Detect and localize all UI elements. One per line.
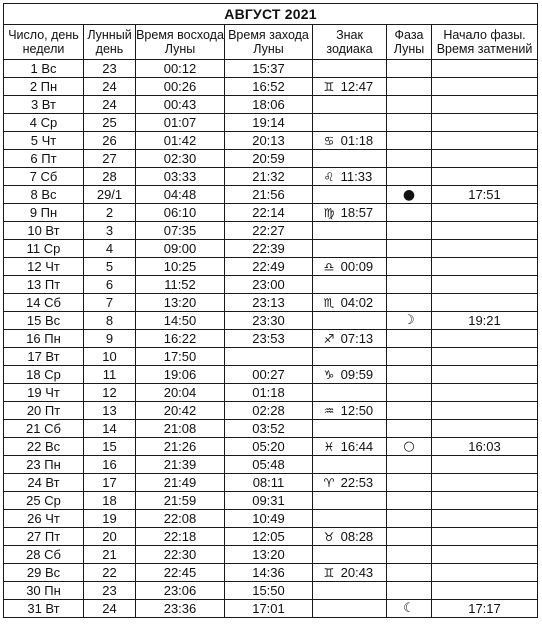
phase-time-cell: [432, 222, 538, 240]
zodiac-sign-icon: ♉: [323, 529, 335, 544]
moonset-cell: 15:50: [225, 582, 313, 600]
table-row: [4, 582, 538, 600]
zodiac-cell: [313, 402, 387, 420]
zodiac-time: 16:44: [340, 438, 374, 454]
moonset-cell: 00:27: [225, 366, 313, 384]
phase-time-cell: [432, 384, 538, 402]
table-row: [4, 294, 538, 312]
date-cell: 6 Пт: [4, 150, 84, 168]
table-row: [4, 438, 538, 456]
phase-cell: [387, 456, 432, 474]
phase-time-cell: 17:17: [432, 600, 538, 618]
zodiac-cell: [313, 96, 387, 114]
lunar-day-cell: 8: [84, 312, 136, 330]
date-cell: 9 Пн: [4, 204, 84, 222]
phase-cell: [387, 78, 432, 96]
phase-cell: [387, 168, 432, 186]
date-cell: 29 Вс: [4, 564, 84, 582]
moon-phase-icon: ○: [403, 439, 415, 454]
moonset-cell: 23:30: [225, 312, 313, 330]
moonset-cell: 23:53: [225, 330, 313, 348]
moon-calendar-table: [3, 3, 538, 618]
lunar-day-cell: 11: [84, 366, 136, 384]
lunar-day-cell: 7: [84, 294, 136, 312]
phase-cell: [387, 546, 432, 564]
phase-cell: [387, 294, 432, 312]
zodiac-cell: [313, 312, 387, 330]
moonset-cell: 20:59: [225, 150, 313, 168]
phase-time-cell: [432, 150, 538, 168]
zodiac-cell: [313, 240, 387, 258]
zodiac-cell: [313, 582, 387, 600]
table-row: [4, 546, 538, 564]
moonrise-cell: 22:30: [136, 546, 225, 564]
zodiac-sign-icon: ♍: [323, 205, 335, 220]
phase-time-cell: [432, 546, 538, 564]
zodiac-cell: [313, 258, 387, 276]
phase-time-cell: [432, 294, 538, 312]
moonrise-cell: 09:00: [136, 240, 225, 258]
table-row: [4, 222, 538, 240]
zodiac-sign-icon: ♓: [323, 439, 335, 454]
moonset-cell: 05:20: [225, 438, 313, 456]
moonrise-cell: 17:50: [136, 348, 225, 366]
lunar-day-cell: 2: [84, 204, 136, 222]
date-cell: 28 Сб: [4, 546, 84, 564]
moonrise-cell: 22:08: [136, 510, 225, 528]
date-cell: 24 Вт: [4, 474, 84, 492]
lunar-day-cell: 14: [84, 420, 136, 438]
phase-cell: [387, 366, 432, 384]
zodiac-cell: [313, 366, 387, 384]
moonset-cell: 21:32: [225, 168, 313, 186]
phase-time-cell: [432, 402, 538, 420]
date-cell: 26 Чт: [4, 510, 84, 528]
phase-time-cell: 19:21: [432, 312, 538, 330]
phase-time-cell: [432, 78, 538, 96]
phase-cell: [387, 564, 432, 582]
moonset-cell: 01:18: [225, 384, 313, 402]
table-row: [4, 132, 538, 150]
zodiac-time: 22:53: [340, 474, 374, 490]
moonrise-cell: 13:20: [136, 294, 225, 312]
moonrise-cell: 11:52: [136, 276, 225, 294]
table-row: [4, 510, 538, 528]
table-row: [4, 402, 538, 420]
moonrise-cell: 16:22: [136, 330, 225, 348]
moonrise-cell: 01:42: [136, 132, 225, 150]
moonset-cell: 22:14: [225, 204, 313, 222]
zodiac-sign-icon: ♐: [323, 331, 335, 346]
moonset-cell: 05:48: [225, 456, 313, 474]
lunar-day-cell: 10: [84, 348, 136, 366]
moonset-cell: 21:56: [225, 186, 313, 204]
zodiac-time: 11:33: [340, 168, 373, 184]
lunar-day-cell: 26: [84, 132, 136, 150]
zodiac-cell: [313, 294, 387, 312]
zodiac-time: 01:18: [340, 132, 374, 148]
zodiac-cell: [313, 168, 387, 186]
zodiac-cell: [313, 510, 387, 528]
zodiac-cell: [313, 204, 387, 222]
table-row: [4, 600, 538, 618]
lunar-day-cell: 16: [84, 456, 136, 474]
zodiac-cell: [313, 114, 387, 132]
moonrise-cell: 07:35: [136, 222, 225, 240]
phase-time-cell: [432, 582, 538, 600]
moonrise-cell: 02:30: [136, 150, 225, 168]
table-row: [4, 474, 538, 492]
phase-cell: [387, 60, 432, 78]
phase-time-cell: [432, 60, 538, 78]
zodiac-cell: [313, 384, 387, 402]
moonset-cell: 22:27: [225, 222, 313, 240]
phase-cell: [387, 420, 432, 438]
table-row: [4, 240, 538, 258]
calendar-title: АВГУСТ 2021: [4, 4, 538, 25]
zodiac-cell: [313, 150, 387, 168]
phase-cell: [387, 492, 432, 510]
table-row: [4, 96, 538, 114]
table-row: [4, 330, 538, 348]
moonset-cell: 02:28: [225, 402, 313, 420]
zodiac-sign-icon: ♊: [323, 79, 335, 94]
moonrise-cell: 23:36: [136, 600, 225, 618]
zodiac-sign-icon: ♏: [323, 295, 335, 310]
phase-cell: [387, 204, 432, 222]
table-row: [4, 492, 538, 510]
moonset-cell: 14:36: [225, 564, 313, 582]
date-cell: 18 Ср: [4, 366, 84, 384]
calendar-body: [4, 60, 538, 618]
date-cell: 10 Вт: [4, 222, 84, 240]
zodiac-sign-icon: ♌: [323, 169, 335, 184]
moonrise-cell: 21:49: [136, 474, 225, 492]
zodiac-time: 08:28: [340, 528, 374, 544]
lunar-day-cell: 28: [84, 168, 136, 186]
phase-cell: [387, 330, 432, 348]
phase-time-cell: 16:03: [432, 438, 538, 456]
date-cell: 23 Пн: [4, 456, 84, 474]
phase-cell: [387, 114, 432, 132]
table-row: [4, 150, 538, 168]
moonset-cell: 10:49: [225, 510, 313, 528]
zodiac-cell: [313, 330, 387, 348]
phase-cell: [387, 582, 432, 600]
phase-time-cell: [432, 456, 538, 474]
lunar-day-cell: 20: [84, 528, 136, 546]
moonrise-cell: 21:59: [136, 492, 225, 510]
date-cell: 5 Чт: [4, 132, 84, 150]
phase-time-cell: [432, 420, 538, 438]
zodiac-sign-icon: ♎: [323, 259, 335, 274]
phase-time-cell: [432, 348, 538, 366]
moonset-cell: 22:39: [225, 240, 313, 258]
lunar-day-cell: 15: [84, 438, 136, 456]
lunar-day-cell: 5: [84, 258, 136, 276]
moon-calendar: [3, 3, 538, 618]
date-cell: 7 Сб: [4, 168, 84, 186]
phase-time-cell: [432, 528, 538, 546]
phase-cell: [387, 312, 432, 330]
zodiac-sign-icon: ♊: [323, 565, 335, 580]
phase-time-cell: [432, 96, 538, 114]
moonrise-cell: 00:12: [136, 60, 225, 78]
lunar-day-cell: 23: [84, 60, 136, 78]
moonrise-cell: 01:07: [136, 114, 225, 132]
phase-cell: [387, 96, 432, 114]
table-row: [4, 204, 538, 222]
phase-time-cell: [432, 510, 538, 528]
phase-time-cell: [432, 564, 538, 582]
phase-time-cell: [432, 258, 538, 276]
moonset-cell: 22:49: [225, 258, 313, 276]
table-row: [4, 384, 538, 402]
phase-time-cell: [432, 474, 538, 492]
moon-phase-icon: ●: [402, 186, 416, 203]
phase-time-cell: [432, 276, 538, 294]
table-row: [4, 564, 538, 582]
moon-phase-icon: ☽: [403, 313, 415, 328]
lunar-day-cell: 24: [84, 600, 136, 618]
moonset-cell: 15:37: [225, 60, 313, 78]
moonset-cell: 08:11: [225, 474, 313, 492]
phase-cell: [387, 222, 432, 240]
zodiac-cell: [313, 420, 387, 438]
date-cell: 3 Вт: [4, 96, 84, 114]
phase-cell: [387, 384, 432, 402]
date-cell: 25 Ср: [4, 492, 84, 510]
moonrise-cell: 21:08: [136, 420, 225, 438]
table-row: [4, 366, 538, 384]
zodiac-cell: [313, 546, 387, 564]
phase-time-cell: [432, 168, 538, 186]
date-cell: 4 Ср: [4, 114, 84, 132]
table-row: [4, 186, 538, 204]
zodiac-cell: [313, 438, 387, 456]
zodiac-time: 20:43: [340, 564, 374, 580]
zodiac-cell: [313, 186, 387, 204]
moonset-cell: 18:06: [225, 96, 313, 114]
date-cell: 22 Вс: [4, 438, 84, 456]
zodiac-sign-icon: ♋: [323, 133, 335, 148]
zodiac-cell: [313, 276, 387, 294]
date-cell: 13 Пт: [4, 276, 84, 294]
date-cell: 17 Вт: [4, 348, 84, 366]
date-cell: 31 Вт: [4, 600, 84, 618]
zodiac-cell: [313, 564, 387, 582]
phase-cell: [387, 528, 432, 546]
zodiac-cell: [313, 132, 387, 150]
date-cell: 2 Пн: [4, 78, 84, 96]
phase-cell: [387, 258, 432, 276]
zodiac-cell: [313, 78, 387, 96]
lunar-day-cell: 9: [84, 330, 136, 348]
zodiac-cell: [313, 492, 387, 510]
table-row: [4, 78, 538, 96]
moon-phase-icon: ☾: [403, 601, 415, 616]
date-cell: 27 Пт: [4, 528, 84, 546]
table-row: [4, 276, 538, 294]
header-phase: Фаза Луны: [387, 25, 432, 60]
phase-time-cell: 17:51: [432, 186, 538, 204]
date-cell: 30 Пн: [4, 582, 84, 600]
date-cell: 20 Пт: [4, 402, 84, 420]
zodiac-time: 12:50: [340, 402, 374, 418]
table-row: [4, 168, 538, 186]
header-phase-start: Начало фазы. Время затмений: [432, 25, 538, 60]
zodiac-cell: [313, 60, 387, 78]
zodiac-cell: [313, 222, 387, 240]
lunar-day-cell: 13: [84, 402, 136, 420]
phase-cell: [387, 150, 432, 168]
date-cell: 15 Вс: [4, 312, 84, 330]
moonset-cell: 23:00: [225, 276, 313, 294]
zodiac-cell: [313, 456, 387, 474]
table-row: [4, 114, 538, 132]
phase-time-cell: [432, 132, 538, 150]
header-zodiac: Знак зодиака: [313, 25, 387, 60]
lunar-day-cell: 6: [84, 276, 136, 294]
phase-cell: [387, 402, 432, 420]
phase-time-cell: [432, 492, 538, 510]
moonrise-cell: 23:06: [136, 582, 225, 600]
table-row: [4, 420, 538, 438]
moonrise-cell: 00:43: [136, 96, 225, 114]
header-moonset: Время захода Луны: [225, 25, 313, 60]
lunar-day-cell: 18: [84, 492, 136, 510]
phase-cell: [387, 240, 432, 258]
moonrise-cell: 03:33: [136, 168, 225, 186]
lunar-day-cell: 19: [84, 510, 136, 528]
table-row: [4, 456, 538, 474]
date-cell: 21 Сб: [4, 420, 84, 438]
moonset-cell: 12:05: [225, 528, 313, 546]
moonrise-cell: 00:26: [136, 78, 225, 96]
phase-cell: [387, 276, 432, 294]
zodiac-time: 09:59: [340, 366, 374, 382]
moonrise-cell: 19:06: [136, 366, 225, 384]
phase-time-cell: [432, 114, 538, 132]
zodiac-cell: [313, 528, 387, 546]
moonrise-cell: 04:48: [136, 186, 225, 204]
moonset-cell: 17:01: [225, 600, 313, 618]
date-cell: 12 Чт: [4, 258, 84, 276]
zodiac-time: 18:57: [340, 204, 374, 220]
phase-time-cell: [432, 366, 538, 384]
date-cell: 11 Ср: [4, 240, 84, 258]
table-row: [4, 312, 538, 330]
zodiac-time: 00:09: [340, 258, 374, 274]
zodiac-sign-icon: ♈: [323, 475, 335, 490]
table-row: [4, 60, 538, 78]
table-row: [4, 258, 538, 276]
phase-cell: [387, 348, 432, 366]
phase-time-cell: [432, 204, 538, 222]
lunar-day-cell: 3: [84, 222, 136, 240]
zodiac-time: 12:47: [340, 78, 374, 94]
phase-time-cell: [432, 240, 538, 258]
moonset-cell: 03:52: [225, 420, 313, 438]
date-cell: 14 Сб: [4, 294, 84, 312]
zodiac-cell: [313, 474, 387, 492]
moonrise-cell: 20:42: [136, 402, 225, 420]
moonset-cell: 13:20: [225, 546, 313, 564]
zodiac-cell: [313, 348, 387, 366]
phase-cell: [387, 600, 432, 618]
moonset-cell: 16:52: [225, 78, 313, 96]
moonset-cell: 09:31: [225, 492, 313, 510]
moonrise-cell: 14:50: [136, 312, 225, 330]
lunar-day-cell: 24: [84, 96, 136, 114]
table-row: [4, 348, 538, 366]
header-lunar-day: Лунный день: [84, 25, 136, 60]
table-row: [4, 528, 538, 546]
moonset-cell: 20:13: [225, 132, 313, 150]
date-cell: 8 Вс: [4, 186, 84, 204]
zodiac-sign-icon: ♑: [323, 367, 335, 382]
lunar-day-cell: 22: [84, 564, 136, 582]
moonrise-cell: 20:04: [136, 384, 225, 402]
lunar-day-cell: 21: [84, 546, 136, 564]
date-cell: 1 Вс: [4, 60, 84, 78]
zodiac-time: 04:02: [340, 294, 374, 310]
phase-cell: [387, 474, 432, 492]
moonrise-cell: 21:39: [136, 456, 225, 474]
zodiac-cell: [313, 600, 387, 618]
zodiac-sign-icon: ♒: [323, 403, 335, 418]
phase-cell: [387, 510, 432, 528]
lunar-day-cell: 4: [84, 240, 136, 258]
moonrise-cell: 22:45: [136, 564, 225, 582]
moonrise-cell: 06:10: [136, 204, 225, 222]
phase-time-cell: [432, 330, 538, 348]
date-cell: 19 Чт: [4, 384, 84, 402]
phase-cell: [387, 438, 432, 456]
lunar-day-cell: 17: [84, 474, 136, 492]
lunar-day-cell: 23: [84, 582, 136, 600]
moonrise-cell: 10:25: [136, 258, 225, 276]
lunar-day-cell: 24: [84, 78, 136, 96]
moonset-cell: 23:13: [225, 294, 313, 312]
header-moonrise: Время восхода Луны: [136, 25, 225, 60]
header-date: Число, день недели: [4, 25, 84, 60]
zodiac-time: 07:13: [340, 330, 374, 346]
lunar-day-cell: 25: [84, 114, 136, 132]
lunar-day-cell: 27: [84, 150, 136, 168]
moonrise-cell: 21:26: [136, 438, 225, 456]
moonset-cell: [225, 348, 313, 366]
moonrise-cell: 22:18: [136, 528, 225, 546]
phase-cell: [387, 186, 432, 204]
lunar-day-cell: 12: [84, 384, 136, 402]
moonset-cell: 19:14: [225, 114, 313, 132]
date-cell: 16 Пн: [4, 330, 84, 348]
phase-cell: [387, 132, 432, 150]
lunar-day-cell: 29/1: [84, 186, 136, 204]
